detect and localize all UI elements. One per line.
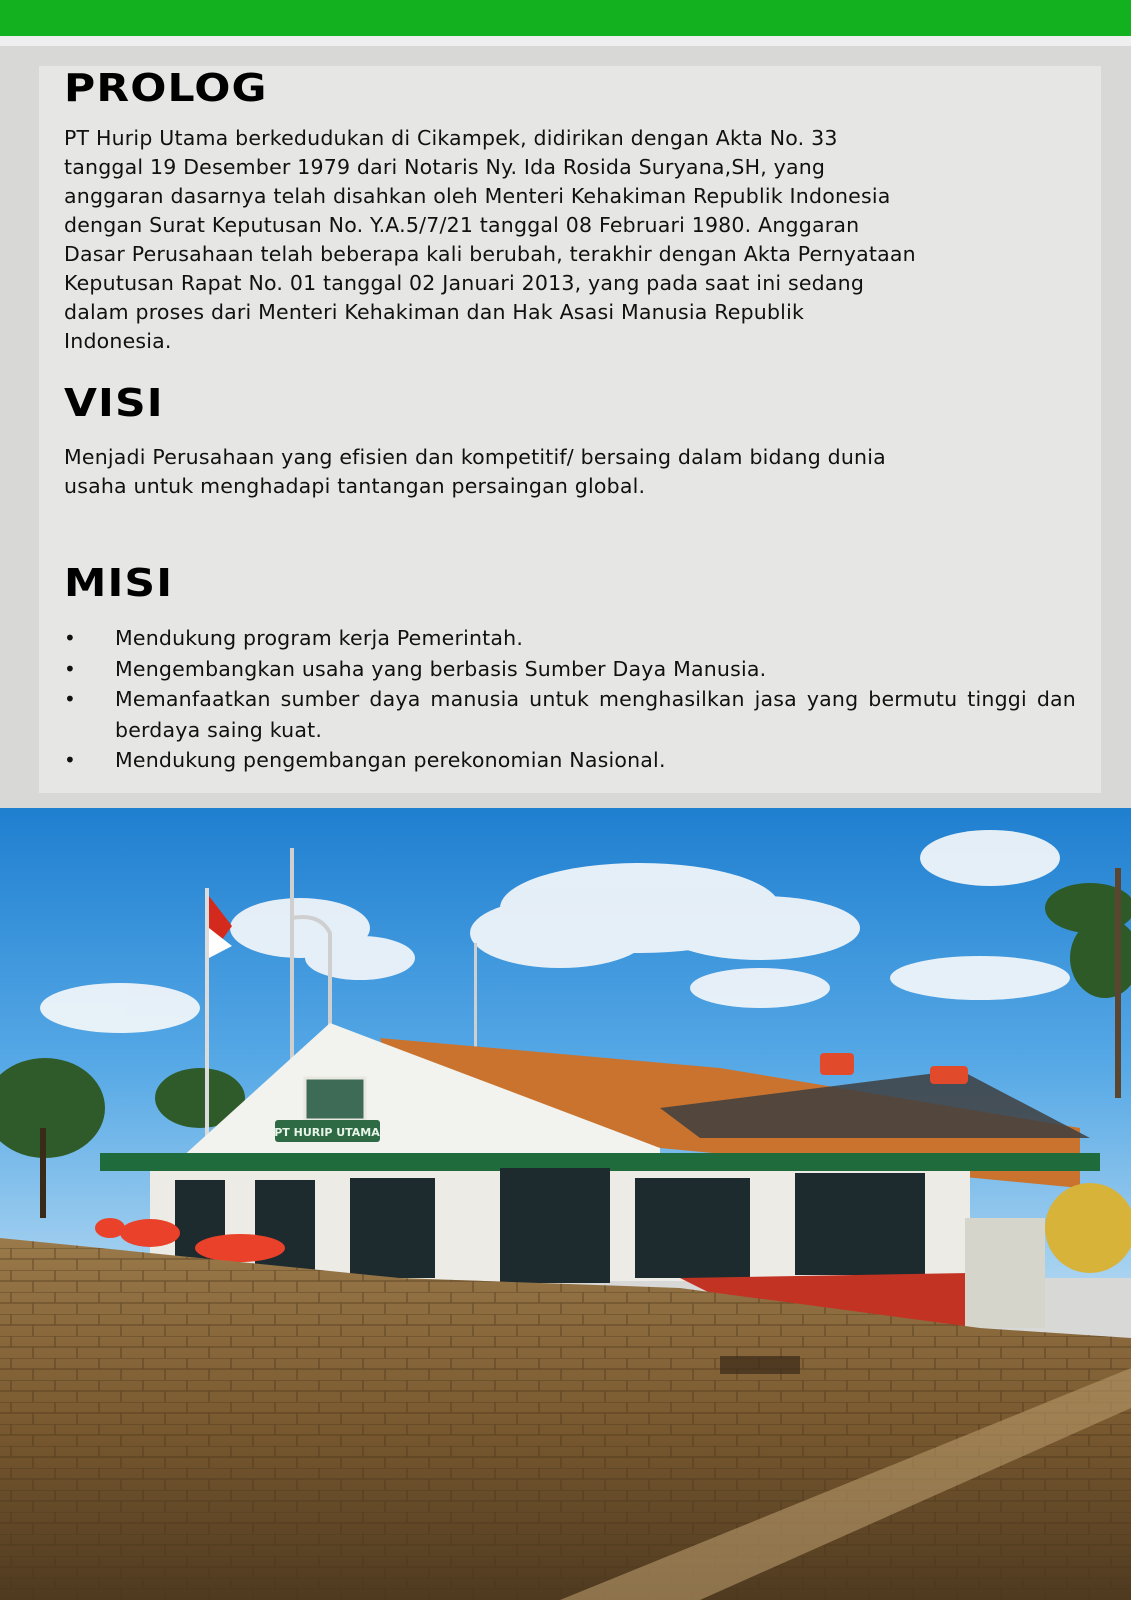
misi-list-item	[64, 623, 1076, 654]
misi-list-item	[64, 684, 1076, 745]
prolog-line: anggaran dasarnya telah disahkan oleh Menteri Kehakiman Republik Indonesia	[64, 184, 891, 208]
misi-list-item	[64, 654, 1076, 685]
bullet-icon: •	[64, 687, 76, 711]
prolog-line: Dasar Perusahaan telah beberapa kali berubah, terakhir dengan Akta Pernyataan	[64, 242, 916, 266]
prolog-line: PT Hurip Utama berkedudukan di Cikampek, didirikan dengan Akta No. 33	[64, 126, 838, 150]
prolog-line: tanggal 19 Desember 1979 dari Notaris Ny. Ida Rosida Suryana,SH, yang	[64, 155, 826, 179]
visi-heading: VISI	[64, 381, 164, 425]
misi-item-text: Mendukung program kerja Pemerintah.	[115, 626, 524, 650]
prolog-line: Indonesia.	[64, 329, 172, 353]
prolog-line: Keputusan Rapat No. 01 tanggal 02 Januari 2013, yang pada saat ini sedang	[64, 271, 865, 295]
bullet-icon: •	[64, 626, 76, 650]
visi-line: usaha untuk menghadapi tantangan persaingan global.	[64, 474, 646, 498]
prolog-line: dengan Surat Keputusan No. Y.A.5/7/21 tanggal 08 Februari 1980. Anggaran	[64, 213, 860, 237]
bullet-icon: •	[64, 748, 76, 772]
prolog-paragraph	[64, 124, 1064, 356]
header-divider	[0, 36, 1131, 46]
building-sign-text: PT HURIP UTAMA	[274, 1126, 380, 1139]
misi-item-text: Mendukung pengembangan perekonomian Nasional.	[115, 748, 666, 772]
misi-heading: MISI	[64, 561, 174, 605]
misi-item-text: Memanfaatkan sumber daya manusia untuk menghasilkan jasa yang bermutu tinggi dan berdaya saing kuat.	[115, 687, 1076, 742]
visi-paragraph	[64, 443, 1064, 501]
bullet-icon: •	[64, 656, 76, 681]
content-panel	[39, 66, 1101, 793]
misi-list	[64, 623, 1076, 776]
misi-item-text: Mengembangkan usaha yang berbasis Sumber Daya Manusia.	[115, 656, 767, 681]
misi-list-item	[64, 745, 1076, 776]
prolog-heading: PROLOG	[64, 66, 268, 110]
prolog-line: dalam proses dari Menteri Kehakiman dan Hak Asasi Manusia Republik	[64, 300, 805, 324]
visi-line: Menjadi Perusahaan yang efisien dan kompetitif/ bersaing dalam bidang dunia	[64, 445, 886, 469]
header-green-band	[0, 0, 1131, 36]
office-building-photo	[0, 808, 1131, 1600]
